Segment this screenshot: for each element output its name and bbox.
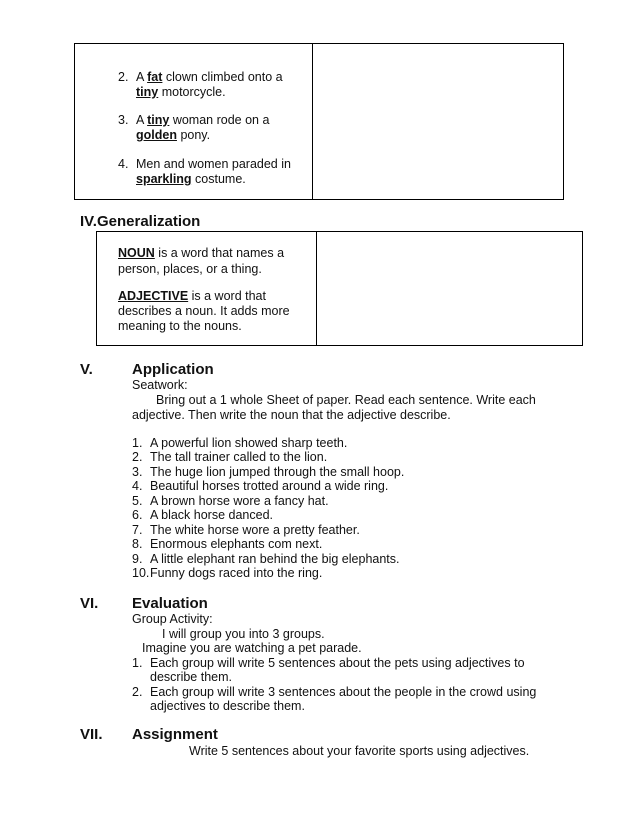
noun-definition-line [118,246,284,261]
underlined-adjective: golden [136,128,177,142]
list-item: Beautiful horses trotted around a wide ring. [150,479,389,493]
list-item: The tall trainer called to the lion. [150,450,328,464]
list-number: 8. [132,537,143,551]
table-divider [316,232,317,345]
list-item: Each group will write 5 sentences about the pets using adjectives to [150,656,525,670]
assignment-heading: Assignment [132,726,218,743]
text-fragment: Men and women paraded in [136,157,291,171]
evaluation-heading: Evaluation [132,595,208,612]
text-fragment: clown climbed onto a [162,70,283,84]
example-sentence-line [136,172,246,187]
application-subheading: Seatwork: [132,378,188,392]
application-instructions: adjective. Then write the noun that the adjective describe. [132,408,451,422]
list-item: The white horse wore a pretty feather. [150,523,360,537]
adjective-definition-line: describes a noun. It adds more [118,304,290,318]
application-heading: Application [132,361,214,378]
list-item: A black horse danced. [150,508,273,522]
underlined-adjective: fat [147,70,163,84]
list-number: 4. [132,479,143,493]
list-item: A brown horse wore a fancy hat. [150,494,329,508]
evaluation-text: I will group you into 3 groups. [162,627,325,641]
list-number: 3. [132,465,143,479]
adjective-term: ADJECTIVE [118,289,189,303]
noun-definition-line: person, places, or a thing. [118,262,262,276]
list-number: 7. [132,523,143,537]
list-item: describe them. [150,670,232,684]
underlined-adjective: tiny [147,113,170,127]
list-item: adjectives to describe them. [150,699,305,713]
evaluation-subheading: Group Activity: [132,612,213,626]
adjective-definition-line: meaning to the nouns. [118,319,242,333]
list-item: The huge lion jumped through the small hoop. [150,465,405,479]
text-fragment: is a word that names a [154,246,285,260]
list-item: Funny dogs raced into the ring. [150,566,323,580]
text-fragment: pony. [176,128,211,142]
generalization-heading: IV.Generalization [80,213,201,230]
underlined-adjective: sparkling [136,172,192,186]
list-number: 9. [132,552,143,566]
section-number: VI. [80,595,99,612]
text-fragment: motorcycle. [158,85,226,99]
list-number: 1. [132,656,143,670]
list-item: Enormous elephants com next. [150,537,323,551]
list-number: 4. [118,157,129,171]
list-number: 2. [132,685,143,699]
list-number: 1. [132,436,143,450]
example-sentence-line [136,85,226,100]
table-divider [312,44,313,199]
section-number: V. [80,361,93,378]
text-fragment: costume. [191,172,246,186]
adjective-definition-line [118,289,266,304]
evaluation-text: Imagine you are watching a pet parade. [142,641,362,655]
list-number: 3. [118,113,129,127]
noun-term: NOUN [118,246,155,260]
list-number: 6. [132,508,143,522]
list-number: 2. [132,450,143,464]
text-fragment: woman rode on a [169,113,270,127]
application-instructions: Bring out a 1 whole Sheet of paper. Read each sentence. Write each [156,393,536,407]
list-item: A powerful lion showed sharp teeth. [150,436,348,450]
example-sentence-line [136,128,210,143]
list-item: A little elephant ran behind the big elephants. [150,552,400,566]
example-sentence-line [136,70,283,85]
list-number: 2. [118,70,129,84]
example-sentence-line [136,113,269,128]
list-item: Each group will write 3 sentences about the people in the crowd using [150,685,537,699]
text-fragment: A [136,70,148,84]
example-sentence-line [136,157,291,172]
list-number: 5. [132,494,143,508]
list-number: 10. [132,566,150,580]
underlined-adjective: tiny [136,85,159,99]
text-fragment: A [136,113,148,127]
assignment-text: Write 5 sentences about your favorite sports using adjectives. [189,744,530,758]
text-fragment: is a word that [188,289,266,303]
section-number: VII. [80,726,103,743]
